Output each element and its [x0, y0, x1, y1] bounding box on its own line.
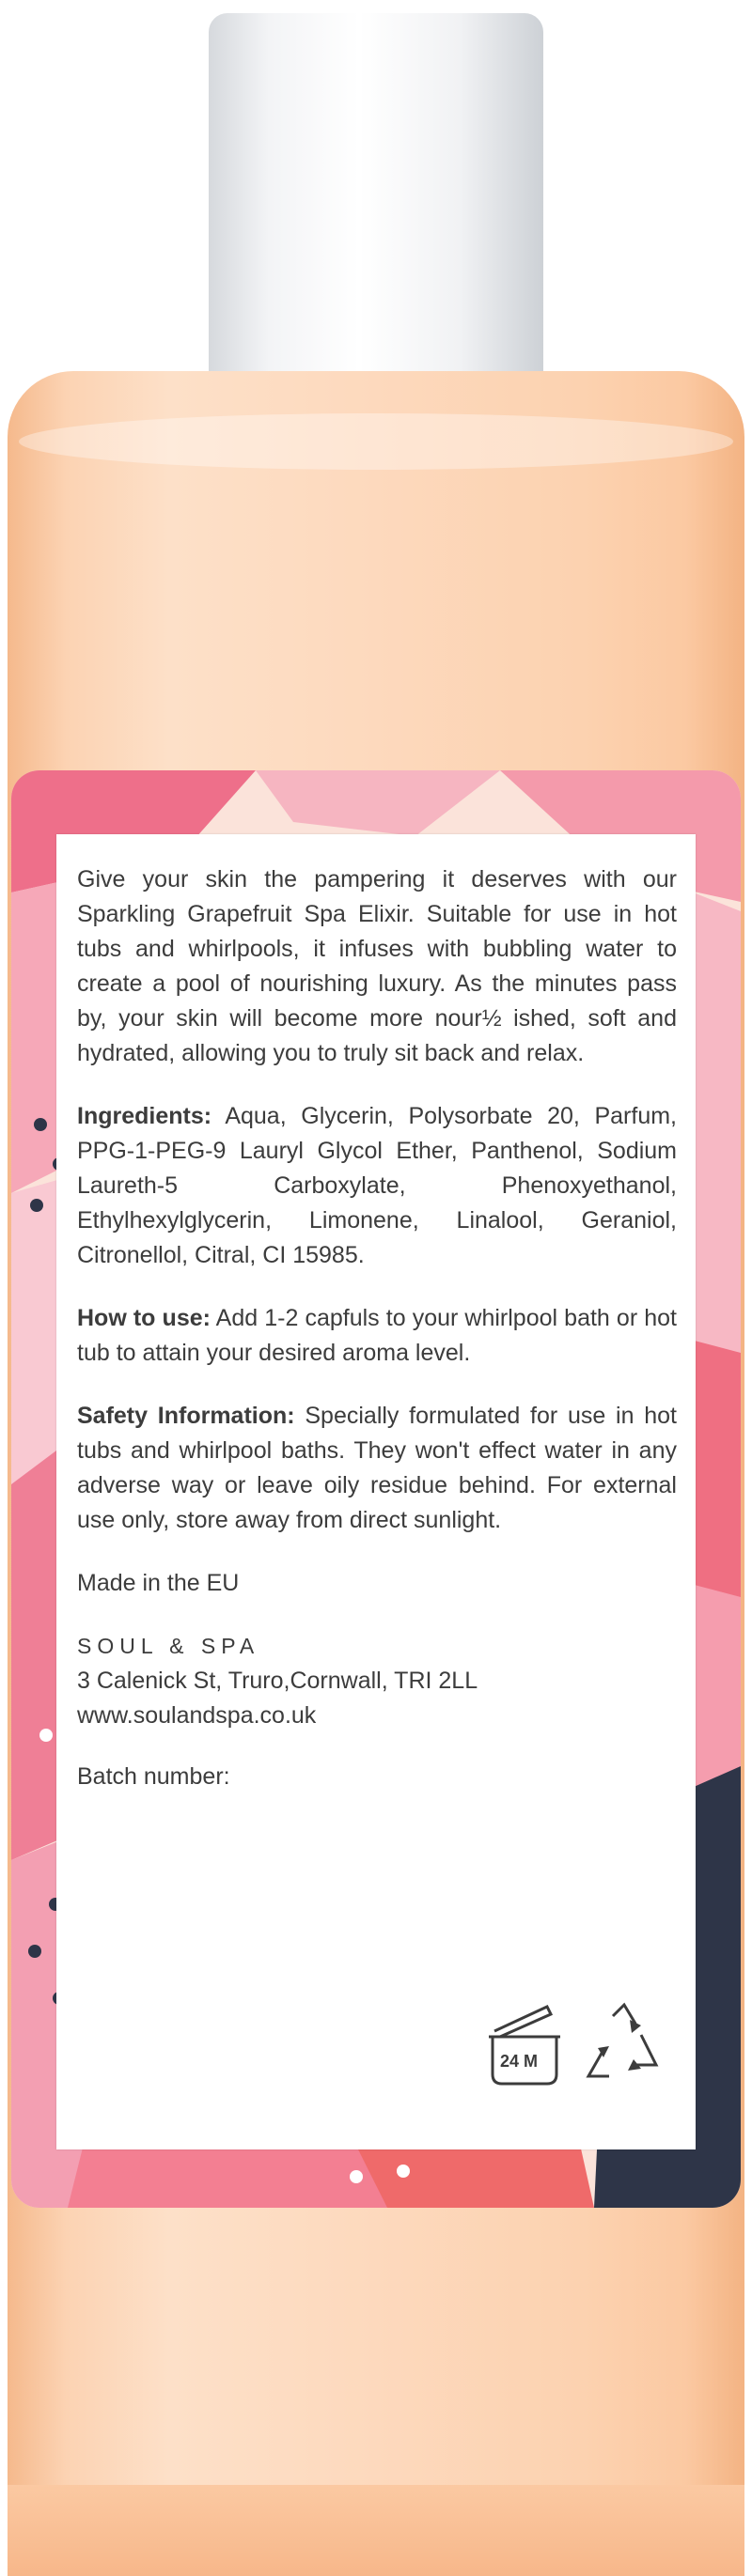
white-dot	[39, 1729, 53, 1742]
recycle-icon	[575, 1999, 669, 2093]
safety-text: Specially formulated for use in hot tubs and whirlpool baths. They won't effect water in any adverse way or leave oily residue behind. For external use only, store away from direct sunlight.	[77, 1403, 678, 1533]
batch-number: Batch number:	[77, 1763, 230, 1790]
product-label	[56, 834, 696, 2149]
brand-name: SOUL & SPA	[77, 1634, 260, 1658]
company-address: 3 Calenick St, Truro,Cornwall, TRI 2LL	[77, 1668, 478, 1694]
how-to-use-text: Add 1-2 capfuls to your whirlpool bath or hot tub to attain your desired aroma level.	[77, 1305, 677, 1366]
label-text-block	[77, 862, 677, 1823]
safety-heading: Safety Information:	[77, 1403, 295, 1429]
how-to-use-paragraph	[77, 1301, 677, 1371]
company-website: www.soulandspa.co.uk	[77, 1702, 317, 1729]
ingredients-paragraph	[77, 1099, 677, 1273]
safety-paragraph	[77, 1399, 677, 1538]
navy-dot	[28, 1945, 41, 1958]
bottle-shoulder-highlight	[19, 413, 733, 470]
open-jar-icon	[481, 1999, 566, 2093]
bottle-cap	[209, 13, 543, 380]
intro-paragraph: Give your skin the pampering it deserves with our Sparkling Grapefruit Spa Elixir. Suitable for use in hot tubs and whirlpools, it infuses with bubbling water to create a pool of nourishing luxury. As the minutes pass by, your skin will become more nour½ ished, soft and hydrated, allowing you to truly sit back and relax.	[77, 866, 677, 1066]
navy-dot	[30, 1199, 43, 1212]
ingredients-text: Aqua, Glycerin, Polysorbate 20, Parfum, PPG-1-PEG-9 Lauryl Glycol Ether, Panthenol, Sodium Laureth-5 Carboxylate, Phenoxyethanol, Ethylhexylglycerin, Limonene, Linalool, Geraniol, Citronellol, Citral, CI 15985.	[77, 1103, 677, 1268]
pao-text: 24 M	[500, 2052, 539, 2071]
label-symbols	[481, 1999, 669, 2103]
white-dot	[397, 2165, 410, 2178]
ingredients-heading: Ingredients:	[77, 1103, 212, 1129]
origin-line: Made in the EU	[77, 1570, 240, 1596]
white-dot	[350, 2170, 363, 2183]
navy-dot	[34, 1118, 47, 1131]
company-block	[77, 1629, 677, 1733]
how-to-use-heading: How to use:	[77, 1305, 211, 1331]
bottle-base	[8, 2485, 744, 2576]
